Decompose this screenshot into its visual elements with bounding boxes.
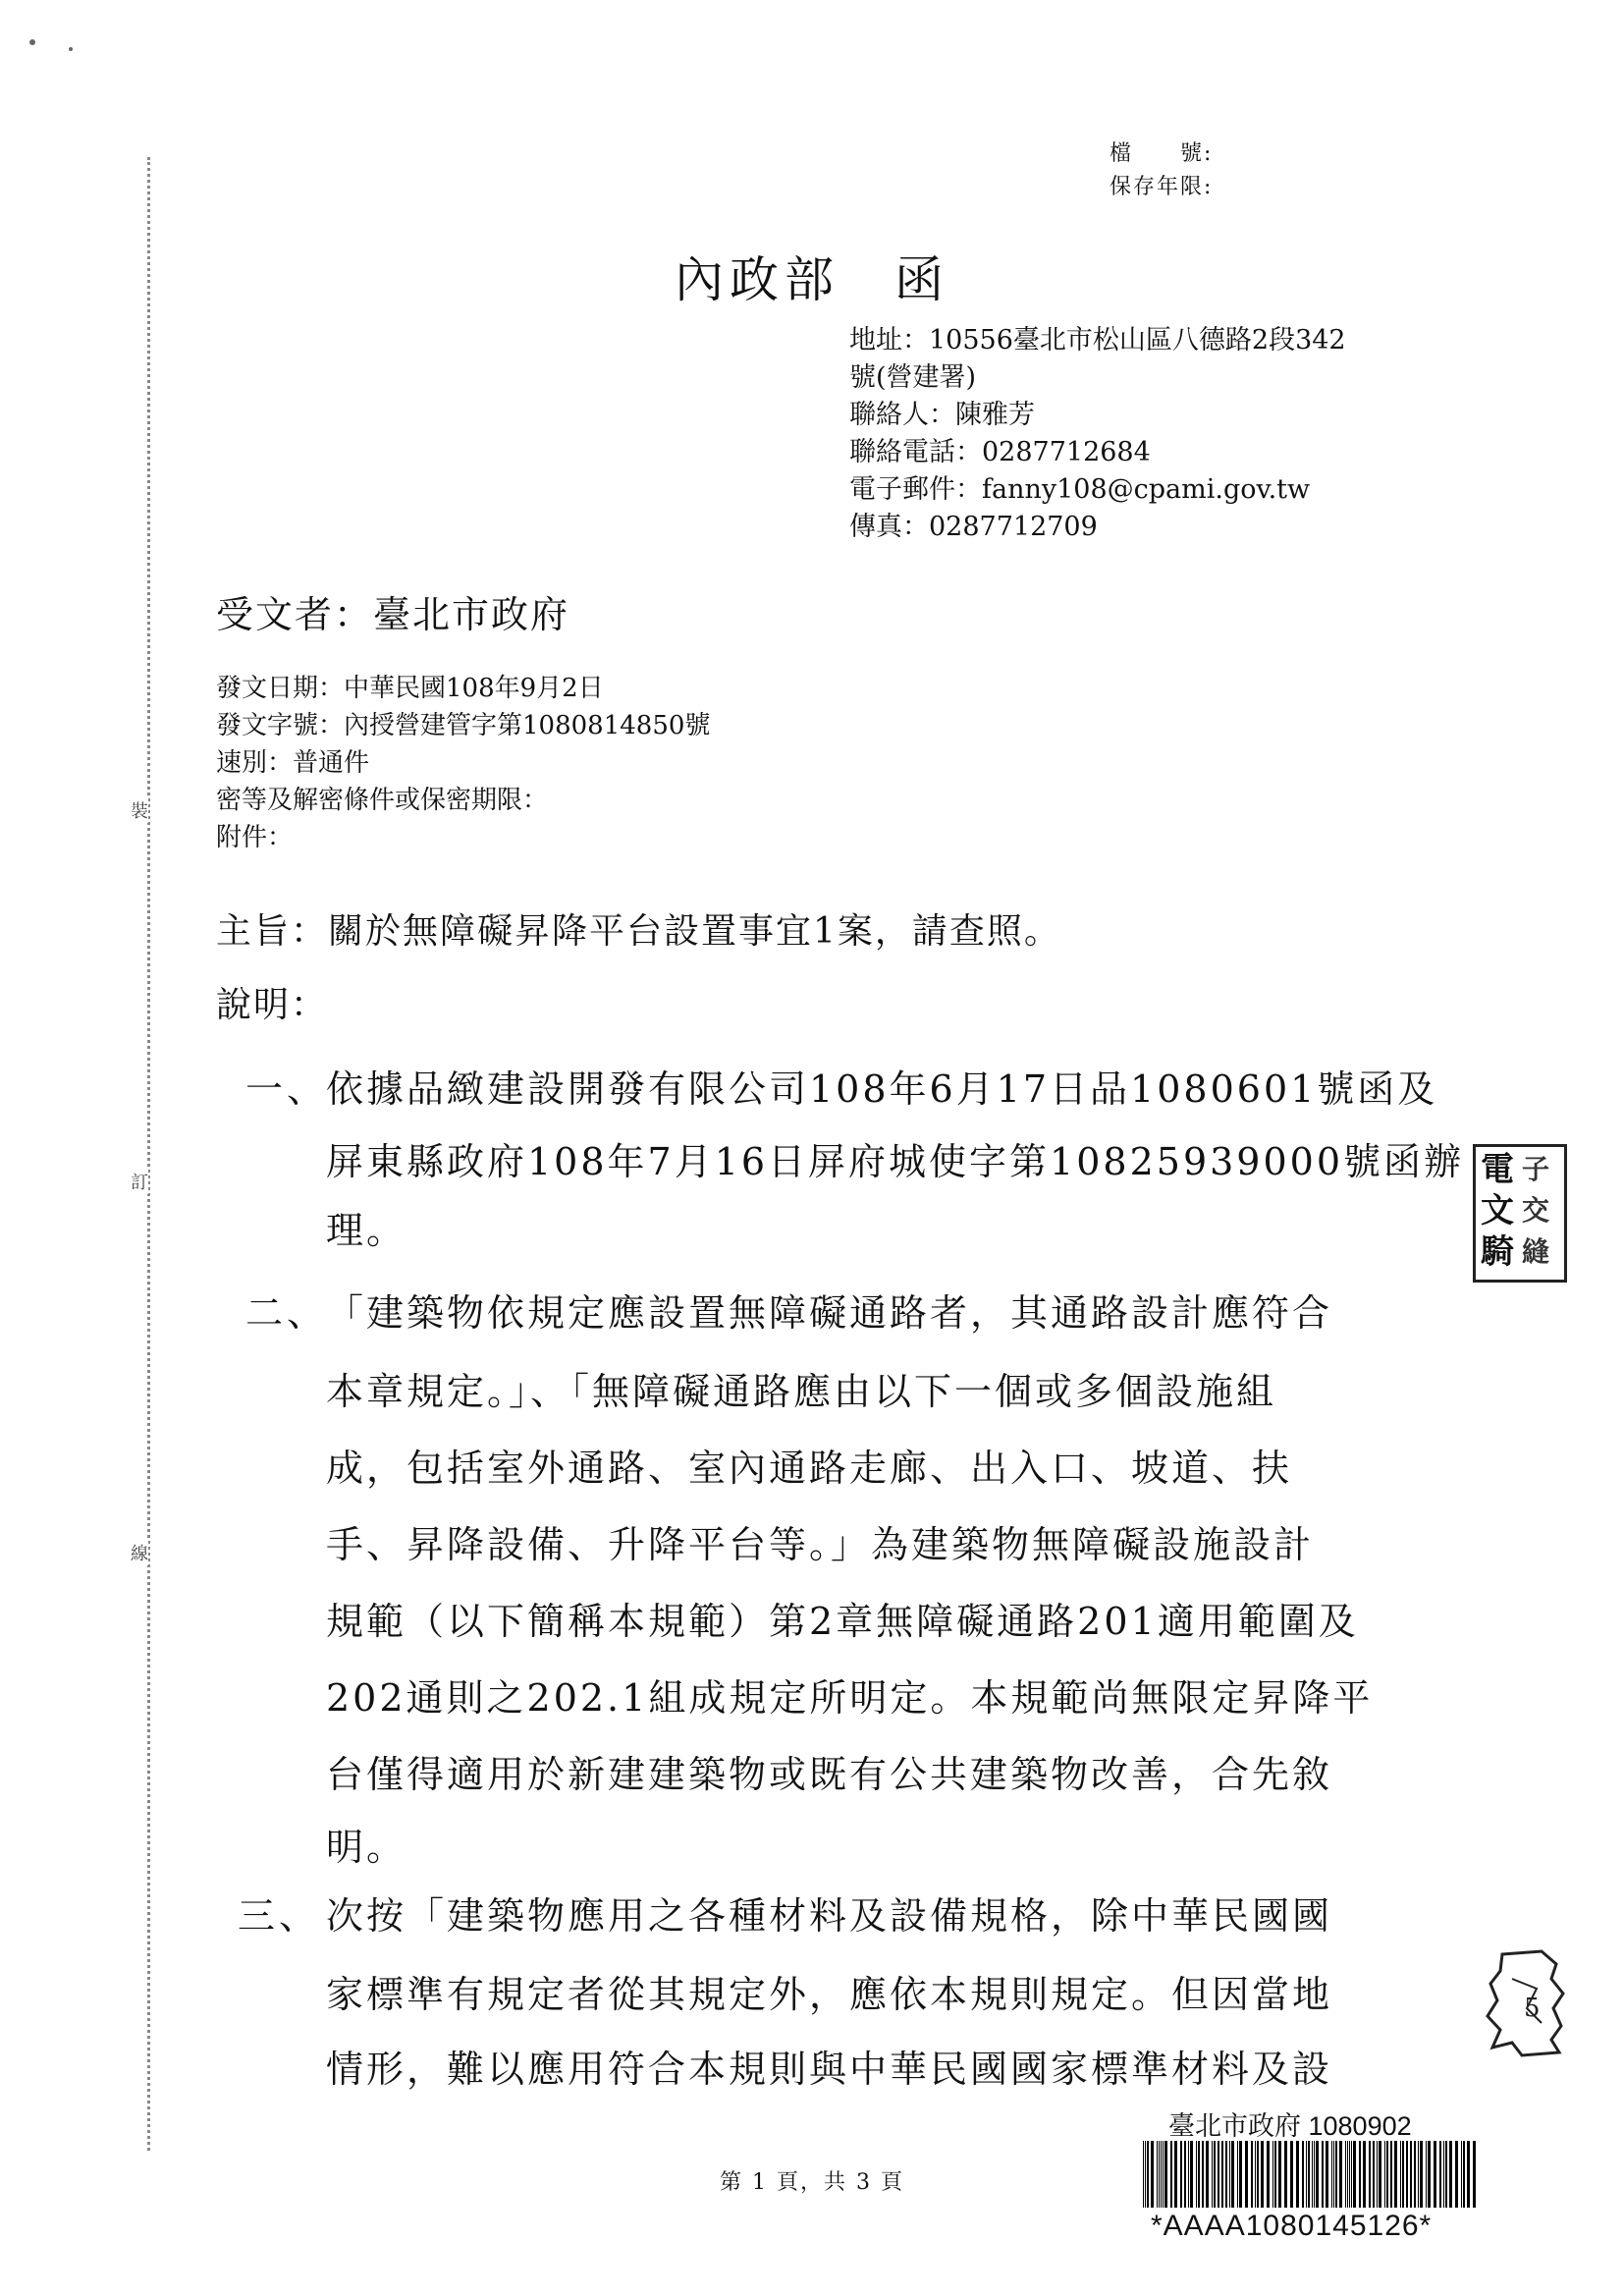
contact-block	[849, 322, 1346, 546]
scan-mark	[69, 47, 73, 51]
item-line: 成，包括室外通路、室內通路走廊、出入口、坡道、扶	[326, 1447, 1293, 1490]
item-line: 明。	[326, 1826, 407, 1869]
item-line: 依據品緻建設開發有限公司108年6月17日品1080601號函及	[326, 1067, 1438, 1111]
item-line: 規範（以下簡稱本規範）第2章無障礙通路201適用範圍及	[326, 1600, 1359, 1643]
binding-mark-zhuang: 裝	[131, 797, 148, 823]
speed-class: 速別：普通件	[216, 748, 370, 778]
retention-label: 保存年限:	[1110, 175, 1214, 199]
contact-email: 電子郵件：fanny108@cpami.gov.tw	[849, 474, 1311, 505]
scan-mark	[29, 39, 35, 45]
barcode-text: *AAAA1080145126*	[1151, 2210, 1433, 2242]
issue-date: 發文日期：中華民國108年9月2日	[216, 674, 604, 703]
item-number: 一、	[245, 1067, 329, 1111]
explanation-label: 說明：	[216, 985, 329, 1025]
item-line: 202通則之202.1組成規定所明定。本規範尚無限定昇降平	[326, 1676, 1374, 1720]
receipt-label: 臺北市政府 1080902	[1168, 2111, 1412, 2141]
address-line-1: 地址：10556臺北市松山區八德路2段342	[849, 325, 1346, 355]
item-line: 情形，難以應用符合本規則與中華民國國家標準材料及設	[326, 2048, 1333, 2091]
seal-text-col1: 電文騎	[1481, 1150, 1514, 1272]
seal-text-col2: 子交縫	[1522, 1153, 1550, 1268]
contact-person: 聯絡人：陳雅芳	[849, 400, 1035, 430]
contact-fax: 傳真：0287712709	[849, 512, 1098, 542]
subject: 主旨：關於無障礙昇降平台設置事宜1案，請查照。	[216, 911, 1061, 952]
item-line: 本章規定。」、「無障礙通路應由以下一個或多個設施組	[326, 1370, 1277, 1413]
binding-mark-ding: 訂	[131, 1169, 148, 1194]
page-footer: 第 1 頁，共 3 頁	[720, 2170, 904, 2195]
binding-line	[147, 157, 150, 2151]
item-line: 理。	[326, 1209, 407, 1252]
address-line-2: 號(營建署)	[849, 362, 977, 393]
item-line: 「建築物依規定應設置無障礙通路者，其通路設計應符合	[326, 1291, 1333, 1335]
page-stamp-number: 5	[1524, 1994, 1541, 2023]
item-line: 手、昇降設備、升降平台等。」為建築物無障礙設施設計	[326, 1523, 1315, 1566]
page-stamp-icon	[1483, 1949, 1566, 2057]
item-line: 家標準有規定者從其規定外，應依本規則規定。但因當地	[326, 1973, 1333, 2016]
attachment: 附件：	[216, 823, 294, 852]
file-number-label: 檔 號:	[1110, 141, 1214, 166]
item-number: 二、	[245, 1291, 329, 1335]
secrecy-level: 密等及解密條件或保密期限：	[216, 786, 549, 815]
document-title: 內政部 函	[675, 251, 949, 308]
binding-mark-xian: 線	[131, 1540, 148, 1565]
document-meta	[216, 670, 710, 856]
contact-phone: 聯絡電話：0287712684	[849, 437, 1151, 467]
recipient: 受文者：臺北市政府	[216, 593, 570, 636]
item-line: 次按「建築物應用之各種材料及設備規格，除中華民國國	[326, 1894, 1333, 1938]
document-number: 發文字號：內授營建管字第1080814850號	[216, 711, 711, 740]
item-line: 屏東縣政府108年7月16日屏府城使字第10825939000號函辦	[326, 1140, 1465, 1183]
item-line: 台僅得適用於新建建築物或既有公共建築物改善，合先敘	[326, 1753, 1333, 1796]
item-number: 三、	[238, 1894, 321, 1938]
file-meta	[1110, 137, 1213, 204]
